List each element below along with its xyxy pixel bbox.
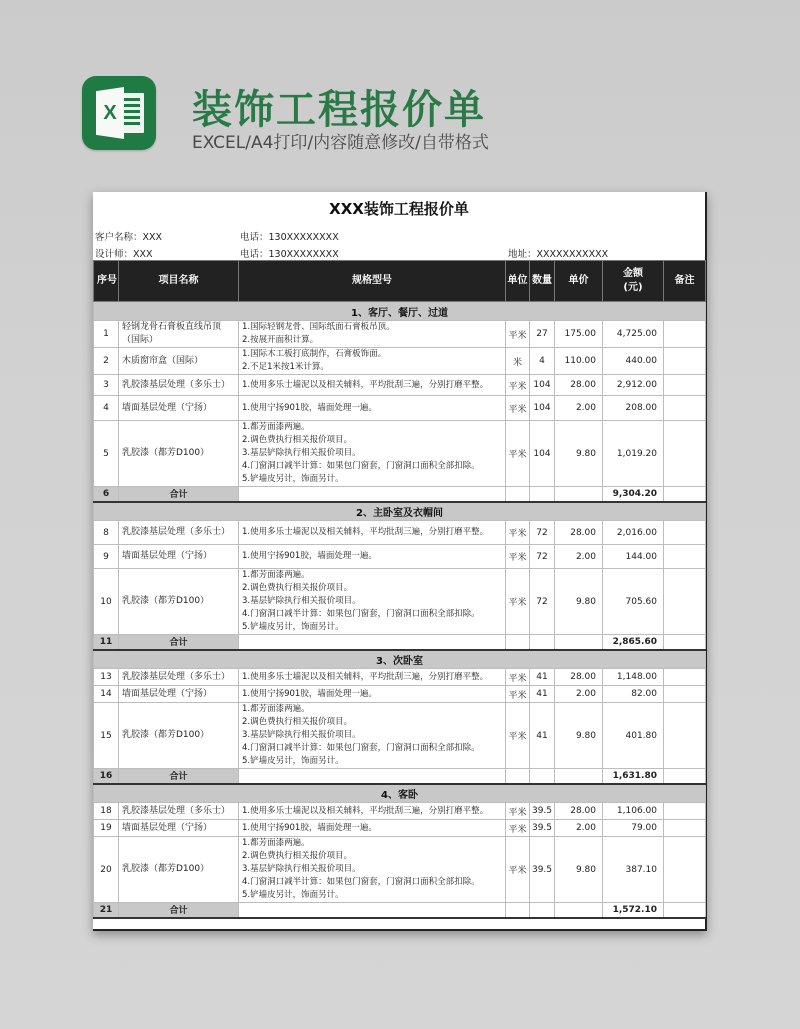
subtotal-label: 合计	[119, 635, 239, 650]
spec-line: 1.使用宁扬901胶，墙面处理一遍。	[242, 688, 377, 699]
item-spec	[239, 569, 506, 635]
item-spec	[239, 803, 506, 820]
spec-line: 1.使用多乐士墙泥以及相关辅料，平均批刮三遍，分别打磨平整。	[242, 671, 489, 682]
designer-phone: 电话：130XXXXXXXX	[240, 249, 339, 260]
spec-line: 2.调色费执行相关报价项目。	[242, 435, 353, 445]
item-name: 墙面基层处理（宁扬）	[119, 545, 239, 569]
item-name: 乳胶漆（都芳D100）	[119, 703, 239, 769]
header-name: 项目名称	[119, 261, 239, 302]
client-name: 客户名称：XXX	[95, 232, 163, 243]
document-title: XXX装饰工程报价单	[329, 200, 469, 218]
item-unit: 平米	[506, 396, 530, 421]
item-amount: 2,016.00	[603, 521, 664, 545]
subtotal-label: 合计	[119, 903, 239, 918]
item-unit: 平米	[506, 375, 530, 396]
item-unit: 平米	[506, 820, 530, 837]
spec-line: 1.都芳面漆两遍。	[242, 422, 310, 432]
spec-line: 3.基层铲除执行相关报价项目。	[242, 448, 361, 458]
empty-cell	[555, 487, 603, 502]
item-spec	[239, 820, 506, 837]
item-amount: 208.00	[603, 396, 664, 421]
empty-cell	[664, 903, 706, 918]
item-spec	[239, 521, 506, 545]
item-qty: 41	[530, 669, 555, 686]
item-unit: 米	[506, 348, 530, 375]
item-qty: 104	[530, 375, 555, 396]
empty-cell	[506, 769, 530, 784]
header-amount-label: 金额	[623, 268, 643, 279]
hero-title: 装饰工程报价单	[192, 87, 486, 133]
table-row	[94, 421, 706, 487]
item-price: 9.80	[555, 569, 603, 635]
spec-line: 4.门窗洞口减半计算：如果包门窗套，门窗洞口面积全部扣除。	[242, 461, 480, 471]
section-header-row	[94, 650, 706, 669]
empty-cell	[530, 487, 555, 502]
spec-line: 4.门窗洞口减半计算：如果包门窗套，门窗洞口面积全部扣除。	[242, 609, 480, 619]
spec-line: 2.调色费执行相关报价项目。	[242, 717, 353, 727]
hero-subtitle: EXCEL/A4打印/内容随意修改/自带格式	[192, 133, 489, 153]
empty-cell	[506, 487, 530, 502]
empty-cell	[555, 903, 603, 918]
spec-line: 1.都芳面漆两遍。	[242, 704, 310, 714]
item-qty: 104	[530, 396, 555, 421]
item-name: 乳胶漆基层处理（多乐士）	[119, 521, 239, 545]
row-no: 18	[94, 803, 119, 820]
item-unit: 平米	[506, 421, 530, 487]
subtotal-amount: 1,572.10	[603, 903, 664, 918]
empty-cell	[664, 487, 706, 502]
header-amount-unit: (元)	[623, 282, 643, 293]
table-row	[94, 396, 706, 421]
item-qty: 39.5	[530, 837, 555, 903]
item-qty: 39.5	[530, 820, 555, 837]
header-qty: 数量	[530, 261, 555, 302]
item-price: 28.00	[555, 521, 603, 545]
item-price: 2.00	[555, 686, 603, 703]
item-price: 28.00	[555, 803, 603, 820]
empty-cell	[239, 487, 506, 502]
item-amount: 1,148.00	[603, 669, 664, 686]
item-spec	[239, 348, 506, 375]
empty-cell	[530, 903, 555, 918]
spec-line: 2.不足1米按1米计算。	[242, 362, 329, 372]
spec-line: 5.铲墙皮另计，饰面另计。	[242, 622, 344, 632]
row-no: 5	[94, 421, 119, 487]
item-price: 28.00	[555, 375, 603, 396]
item-qty: 27	[530, 321, 555, 348]
item-amount: 440.00	[603, 348, 664, 375]
spec-line: 4.门窗洞口减半计算：如果包门窗套，门窗洞口面积全部扣除。	[242, 743, 480, 753]
item-name: 乳胶漆基层处理（多乐士）	[119, 375, 239, 396]
item-amount: 1,019.20	[603, 421, 664, 487]
item-name: 乳胶漆（都芳D100）	[119, 837, 239, 903]
empty-cell	[506, 903, 530, 918]
item-unit: 平米	[506, 521, 530, 545]
item-amount: 401.80	[603, 703, 664, 769]
item-unit: 平米	[506, 545, 530, 569]
header-spec: 规格型号	[239, 261, 506, 302]
subtotal-no: 21	[94, 903, 119, 918]
item-price: 9.80	[555, 703, 603, 769]
empty-cell	[239, 769, 506, 784]
excel-icon	[82, 76, 156, 150]
spec-line: 5.铲墙皮另计，饰面另计。	[242, 756, 344, 766]
item-unit: 平米	[506, 803, 530, 820]
spec-line: 2.调色费执行相关报价项目。	[242, 583, 353, 593]
subtotal-row	[94, 903, 706, 918]
item-spec	[239, 669, 506, 686]
spec-line: 1.使用多乐士墙泥以及相关辅料，平均批刮三遍，分别打磨平整。	[242, 379, 489, 390]
row-no: 20	[94, 837, 119, 903]
item-note	[664, 669, 706, 686]
item-amount: 2,912.00	[603, 375, 664, 396]
subtotal-no: 6	[94, 487, 119, 502]
row-no: 4	[94, 396, 119, 421]
quotation-table	[93, 260, 706, 919]
item-price: 2.00	[555, 820, 603, 837]
item-price: 9.80	[555, 421, 603, 487]
item-amount: 4,725.00	[603, 321, 664, 348]
table-row	[94, 569, 706, 635]
spec-line: 1.国际木工板打底制作，石膏板饰面。	[242, 349, 387, 359]
item-qty: 104	[530, 421, 555, 487]
table-row	[94, 686, 706, 703]
item-spec	[239, 703, 506, 769]
header-amount	[603, 261, 664, 302]
item-amount: 79.00	[603, 820, 664, 837]
spec-line: 1.使用宁扬901胶，墙面处理一遍。	[242, 551, 377, 561]
item-qty: 72	[530, 521, 555, 545]
spec-line: 1.都芳面漆两遍。	[242, 838, 310, 848]
empty-cell	[555, 635, 603, 650]
spec-line: 1.使用宁扬901胶，墙面处理一遍。	[242, 402, 377, 413]
spec-line: 3.基层铲除执行相关报价项目。	[242, 730, 361, 740]
item-price: 28.00	[555, 669, 603, 686]
header-note: 备注	[664, 261, 706, 302]
section-title: 4、客卧	[94, 784, 706, 803]
client-phone: 电话：130XXXXXXXX	[240, 232, 339, 243]
subtotal-row	[94, 769, 706, 784]
spec-line: 1.使用多乐士墙泥以及相关辅料，平均批刮三遍，分别打磨平整。	[242, 527, 489, 537]
empty-cell	[530, 769, 555, 784]
subtotal-no: 16	[94, 769, 119, 784]
row-no: 3	[94, 375, 119, 396]
subtotal-amount: 9,304.20	[603, 487, 664, 502]
item-spec	[239, 396, 506, 421]
table-row	[94, 521, 706, 545]
row-no: 19	[94, 820, 119, 837]
item-spec	[239, 421, 506, 487]
item-note	[664, 820, 706, 837]
subtotal-row	[94, 635, 706, 650]
table-row	[94, 348, 706, 375]
item-unit: 平米	[506, 686, 530, 703]
table-row	[94, 803, 706, 820]
spec-line: 1.都芳面漆两遍。	[242, 570, 310, 580]
row-no: 14	[94, 686, 119, 703]
item-note	[664, 703, 706, 769]
item-name: 乳胶漆（都芳D100）	[119, 569, 239, 635]
empty-cell	[530, 635, 555, 650]
section-header-row	[94, 502, 706, 521]
item-name: 墙面基层处理（宁扬）	[119, 686, 239, 703]
item-qty: 72	[530, 545, 555, 569]
item-unit: 平米	[506, 321, 530, 348]
item-name: 轻钢龙骨石膏板直线吊顶（国际）	[119, 321, 239, 348]
spec-line: 2.调色费执行相关报价项目。	[242, 851, 353, 861]
item-note	[664, 837, 706, 903]
subtotal-row	[94, 487, 706, 502]
row-no: 2	[94, 348, 119, 375]
item-note	[664, 686, 706, 703]
item-note	[664, 569, 706, 635]
item-name: 乳胶漆基层处理（多乐士）	[119, 803, 239, 820]
item-note	[664, 421, 706, 487]
item-spec	[239, 375, 506, 396]
item-spec	[239, 545, 506, 569]
item-note	[664, 396, 706, 421]
spec-line: 5.铲墙皮另计，饰面另计。	[242, 474, 344, 484]
excel-x-letter: X	[103, 102, 117, 124]
row-no: 1	[94, 321, 119, 348]
table-row	[94, 375, 706, 396]
item-note	[664, 803, 706, 820]
table-row	[94, 669, 706, 686]
designer-name: 设计师：XXX	[95, 249, 153, 260]
item-qty: 39.5	[530, 803, 555, 820]
item-unit: 平米	[506, 703, 530, 769]
subtotal-amount: 2,865.60	[603, 635, 664, 650]
spec-line: 3.基层铲除执行相关报价项目。	[242, 864, 361, 874]
row-no: 13	[94, 669, 119, 686]
item-note	[664, 545, 706, 569]
item-price: 175.00	[555, 321, 603, 348]
item-qty: 72	[530, 569, 555, 635]
item-price: 110.00	[555, 348, 603, 375]
header-price: 单价	[555, 261, 603, 302]
spec-line: 4.门窗洞口减半计算：如果包门窗套，门窗洞口面积全部扣除。	[242, 877, 480, 887]
item-name: 墙面基层处理（宁扬）	[119, 820, 239, 837]
item-price: 9.80	[555, 837, 603, 903]
spec-line: 1.使用多乐士墙泥以及相关辅料，平均批刮三遍，分别打磨平整。	[242, 805, 489, 816]
empty-cell	[506, 635, 530, 650]
item-amount: 82.00	[603, 686, 664, 703]
item-spec	[239, 686, 506, 703]
table-row	[94, 820, 706, 837]
item-price: 2.00	[555, 545, 603, 569]
item-qty: 41	[530, 686, 555, 703]
item-spec	[239, 321, 506, 348]
row-no: 15	[94, 703, 119, 769]
spec-line: 3.基层铲除执行相关报价项目。	[242, 596, 361, 606]
item-name: 墙面基层处理（宁扬）	[119, 396, 239, 421]
table-row	[94, 837, 706, 903]
item-note	[664, 521, 706, 545]
item-amount: 387.10	[603, 837, 664, 903]
address: 地址：XXXXXXXXXXX	[508, 249, 609, 260]
table-header-row	[94, 261, 706, 302]
spec-line: 5.铲墙皮另计，饰面另计。	[242, 890, 344, 900]
section-title: 1、客厅、餐厅、过道	[94, 302, 706, 321]
item-spec	[239, 837, 506, 903]
spec-line: 1.国际轻钢龙骨、国际纸面石膏板吊顶。	[242, 322, 395, 332]
empty-cell	[555, 769, 603, 784]
header-no: 序号	[94, 261, 119, 302]
item-name: 乳胶漆基层处理（多乐士）	[119, 669, 239, 686]
section-header-row	[94, 302, 706, 321]
empty-cell	[239, 903, 506, 918]
empty-cell	[664, 635, 706, 650]
item-unit: 平米	[506, 837, 530, 903]
row-no: 8	[94, 521, 119, 545]
item-qty: 41	[530, 703, 555, 769]
item-name: 木质窗帘盒（国际）	[119, 348, 239, 375]
subtotal-no: 11	[94, 635, 119, 650]
item-amount: 1,106.00	[603, 803, 664, 820]
spec-line: 2.按展开面积计算。	[242, 335, 319, 345]
item-amount: 144.00	[603, 545, 664, 569]
empty-cell	[239, 635, 506, 650]
section-title: 2、主卧室及衣帽间	[94, 502, 706, 521]
item-qty: 4	[530, 348, 555, 375]
item-note	[664, 348, 706, 375]
subtotal-label: 合计	[119, 487, 239, 502]
header-unit: 单位	[506, 261, 530, 302]
item-unit: 平米	[506, 669, 530, 686]
table-row	[94, 321, 706, 348]
spec-line: 1.使用宁扬901胶，墙面处理一遍。	[242, 822, 377, 833]
row-no: 10	[94, 569, 119, 635]
item-amount: 705.60	[603, 569, 664, 635]
table-row	[94, 703, 706, 769]
item-price: 2.00	[555, 396, 603, 421]
row-no: 9	[94, 545, 119, 569]
item-name: 乳胶漆（都芳D100）	[119, 421, 239, 487]
section-header-row	[94, 784, 706, 803]
section-title: 3、次卧室	[94, 650, 706, 669]
empty-cell	[664, 769, 706, 784]
quotation-sheet	[93, 192, 707, 931]
item-note	[664, 375, 706, 396]
subtotal-amount: 1,631.80	[603, 769, 664, 784]
table-row	[94, 545, 706, 569]
subtotal-label: 合计	[119, 769, 239, 784]
item-unit: 平米	[506, 569, 530, 635]
item-note	[664, 321, 706, 348]
